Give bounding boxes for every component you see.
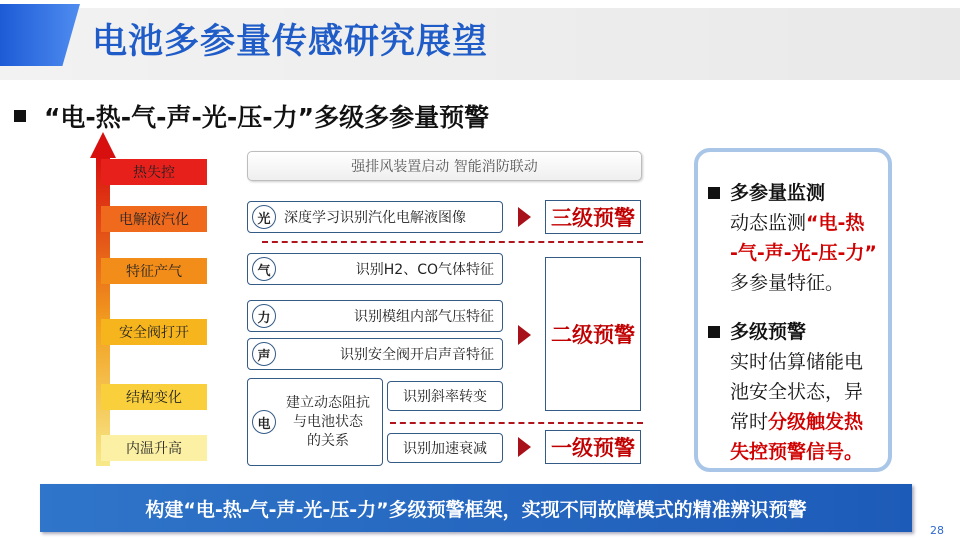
card-heading-monitoring: 多参量监测: [730, 182, 826, 204]
bullet-square-icon: [14, 110, 26, 122]
sound-circle-icon: 声: [252, 342, 276, 366]
light-detection-box: [247, 201, 503, 233]
triangle-arrow-icon: [518, 437, 531, 457]
card-paragraph-line: [730, 407, 863, 437]
stage-arrow-shaft: [96, 156, 110, 466]
electrical-detection-box: [247, 378, 383, 466]
card-heading-warning: 多级预警: [730, 321, 807, 343]
electrical-text-line: 的关系: [307, 432, 349, 449]
conclusion-bar: 构建“电-热-气-声-光-压-力”多级预警框架，实现不同故障模式的精准辨识预警: [40, 484, 912, 532]
card-highlight: 失控预警信号。: [730, 441, 864, 463]
sound-detection-text: 识别安全阀开启声音特征: [340, 347, 494, 363]
level3-warning: 三级预警: [545, 200, 641, 234]
stage-gas-generation: 特征产气: [101, 258, 207, 284]
gas-detection-text: 识别H2、CO气体特征: [355, 262, 494, 278]
sound-detection-box: [247, 338, 503, 370]
stage-internal-temp: 内温升高: [101, 435, 207, 461]
stage-safety-valve: 安全阀打开: [101, 319, 207, 345]
card-text: 多参量特征。: [730, 272, 845, 294]
card-text: 实时估算储能电: [730, 351, 864, 373]
accel-decay-box: 识别加速衰减: [387, 433, 503, 463]
stage-electrolyte-vaporization: 电解液汽化: [101, 206, 207, 232]
page-title: 电池多参量传感研究展望: [92, 22, 489, 62]
card-text: 动态监测: [730, 212, 807, 234]
bullet-square-icon: [708, 326, 720, 338]
triangle-arrow-icon: [518, 207, 531, 227]
electrical-text-line: 建立动态阻抗: [286, 394, 370, 411]
level1-warning: 一级预警: [545, 430, 641, 464]
pressure-detection-box: [247, 300, 503, 332]
pressure-detection-text: 识别模组内部气压特征: [354, 309, 494, 325]
stage-thermal-runaway: 热失控: [101, 159, 207, 185]
linkage-banner: 强排风装置启动 智能消防联动: [247, 151, 642, 181]
bullet-square-icon: [708, 187, 720, 199]
gas-detection-box: [247, 253, 503, 285]
level3-divider: [262, 241, 643, 243]
card-text: 池安全状态，异: [730, 381, 864, 403]
slope-change-box: 识别斜率转变: [387, 381, 503, 411]
stage-structure-change: 结构变化: [101, 384, 207, 410]
section-subtitle: “电-热-气-声-光-压-力”多级多参量预警: [44, 103, 490, 132]
triangle-arrow-icon: [518, 325, 531, 345]
level2-warning: 二级预警: [545, 257, 641, 411]
card-highlight: 分级触发热: [768, 411, 864, 433]
page-number: 28: [930, 524, 944, 537]
gas-circle-icon: 气: [252, 257, 276, 281]
light-circle-icon: 光: [252, 205, 276, 229]
card-paragraph-line: [730, 208, 864, 238]
card-highlight: -气-声-光-压-力”: [730, 242, 877, 264]
force-circle-icon: 力: [252, 304, 276, 328]
upward-arrow-icon: [90, 132, 116, 158]
electrical-text-line: 与电池状态: [293, 413, 363, 430]
card-text: 常时: [730, 411, 769, 433]
electric-circle-icon: 电: [252, 410, 276, 434]
light-detection-text: 深度学习识别汽化电解液图像: [284, 210, 466, 226]
level1-divider: [390, 422, 643, 424]
card-highlight: “电-热: [806, 212, 865, 234]
